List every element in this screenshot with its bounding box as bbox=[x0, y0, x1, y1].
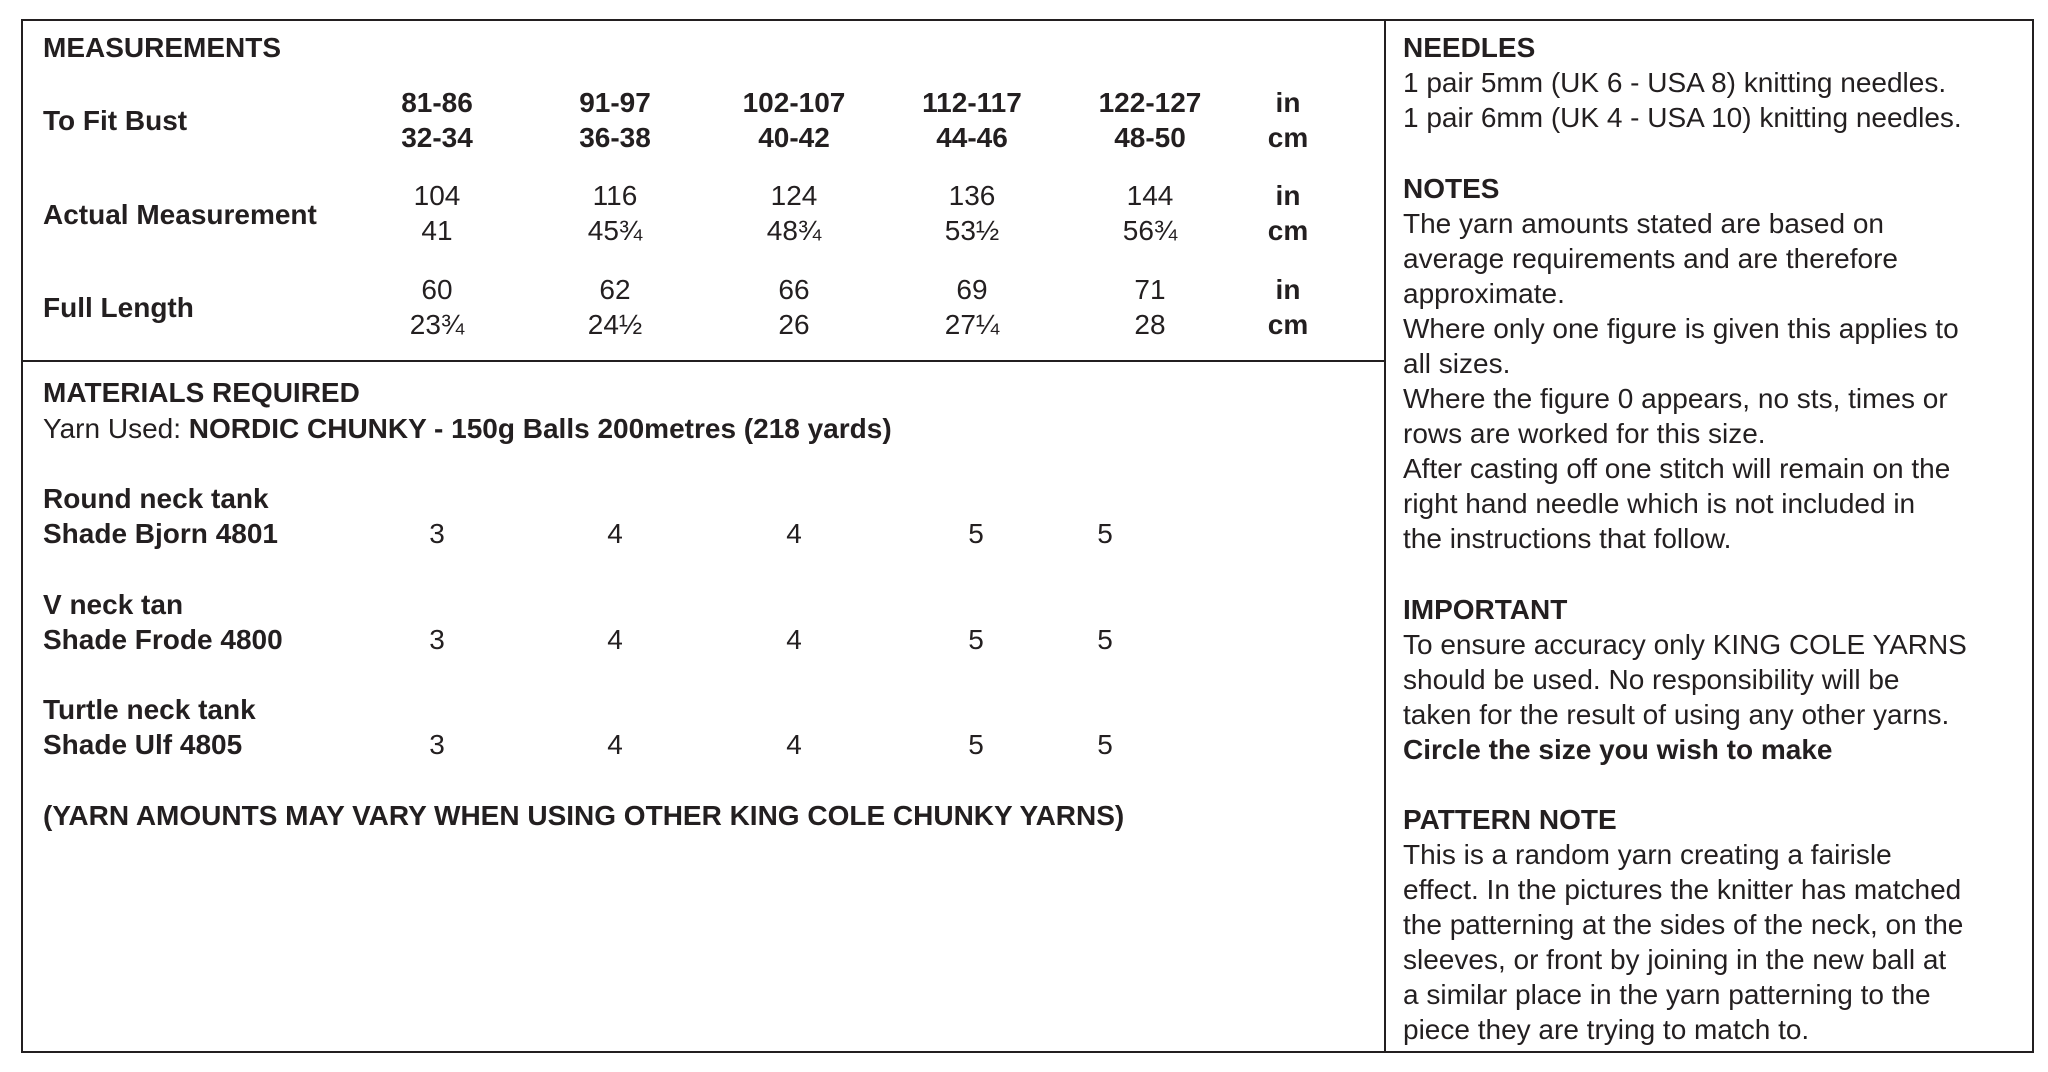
unit-label: cm bbox=[1267, 215, 1309, 246]
yarn-amount-note: (YARN AMOUNTS MAY VARY WHEN USING OTHER KING COLE CHUNKY YARNS) bbox=[43, 800, 1125, 831]
yarn-amount: 5 bbox=[1097, 729, 1113, 760]
full-length-value: 62 bbox=[599, 274, 631, 305]
pattern-note-line: This is a random yarn creating a fairisle bbox=[1403, 839, 1892, 870]
notes-line: the instructions that follow. bbox=[1403, 523, 1732, 554]
actual-measurement-value: 41 bbox=[421, 215, 453, 246]
important-emphasis: Circle the size you wish to make bbox=[1403, 734, 1833, 765]
yarn-name: NORDIC CHUNKY - 150g Balls 200metres (218 yards) bbox=[188, 413, 892, 444]
full-length-value: 23¾ bbox=[409, 309, 465, 340]
pattern-note-heading: PATTERN NOTE bbox=[1403, 804, 1617, 835]
pattern-note-line: a similar place in the yarn patterning to the bbox=[1403, 979, 1931, 1010]
actual-measurement-value: 124 bbox=[770, 180, 818, 211]
needles-heading: NEEDLES bbox=[1403, 32, 1536, 63]
unit-label: cm bbox=[1267, 309, 1309, 340]
important-heading: IMPORTANT bbox=[1403, 594, 1568, 625]
yarn-amount: 5 bbox=[1097, 624, 1113, 655]
full-length-value: 66 bbox=[778, 274, 810, 305]
needles-line: 1 pair 6mm (UK 4 - USA 10) knitting needles. bbox=[1403, 102, 1962, 133]
pattern-note-line: effect. In the pictures the knitter has matched bbox=[1403, 874, 1962, 905]
item-name: Round neck tank bbox=[43, 483, 269, 514]
yarn-amount: 4 bbox=[607, 729, 623, 760]
section-divider bbox=[21, 360, 1386, 362]
item-name: Turtle neck tank bbox=[43, 694, 256, 725]
notes-line: all sizes. bbox=[1403, 348, 1511, 379]
important-line: should be used. No responsibility will be bbox=[1403, 664, 1900, 695]
notes-line: Where the figure 0 appears, no sts, times or bbox=[1403, 383, 1948, 414]
full-length-value: 26 bbox=[778, 309, 810, 340]
pattern-note-line: piece they are trying to match to. bbox=[1403, 1014, 1810, 1045]
yarn-amount: 5 bbox=[968, 518, 984, 549]
full-length-value: 27¼ bbox=[944, 309, 1000, 340]
actual-measurement-value: 53½ bbox=[944, 215, 1000, 246]
size-1-bust-range: 32-34 bbox=[401, 122, 473, 153]
yarn-amount: 4 bbox=[786, 624, 802, 655]
to-fit-bust-label: To Fit Bust bbox=[43, 105, 188, 136]
full-length-value: 24½ bbox=[587, 309, 643, 340]
item-shade: Shade Frode 4800 bbox=[43, 624, 283, 655]
notes-line: average requirements and are therefore bbox=[1403, 243, 1898, 274]
yarn-amount: 4 bbox=[786, 729, 802, 760]
size-5-bust-range: 122-127 bbox=[1098, 87, 1202, 118]
full-length-value: 60 bbox=[421, 274, 453, 305]
needles-line: 1 pair 5mm (UK 6 - USA 8) knitting needles. bbox=[1403, 67, 1947, 98]
notes-line: Where only one figure is given this applies to bbox=[1403, 313, 1959, 344]
notes-line: approximate. bbox=[1403, 278, 1565, 309]
pattern-note-line: sleeves, or front by joining in the new ball at bbox=[1403, 944, 1947, 975]
pattern-note-line: the patterning at the sides of the neck, on the bbox=[1403, 909, 1964, 940]
important-line: taken for the result of using any other yarns. bbox=[1403, 699, 1950, 730]
size-4-bust-range: 44-46 bbox=[936, 122, 1008, 153]
actual-measurement-value: 104 bbox=[413, 180, 461, 211]
actual-measurement-value: 56¾ bbox=[1122, 215, 1178, 246]
column-divider bbox=[1384, 19, 1386, 1053]
notes-line: right hand needle which is not included in bbox=[1403, 488, 1916, 519]
yarn-used-line bbox=[43, 411, 892, 446]
size-3-bust-range: 102-107 bbox=[742, 87, 846, 118]
notes-line: The yarn amounts stated are based on bbox=[1403, 208, 1884, 239]
yarn-amount: 3 bbox=[429, 729, 445, 760]
size-2-bust-range: 36-38 bbox=[579, 122, 651, 153]
actual-measurement-value: 116 bbox=[592, 180, 638, 211]
size-5-bust-range: 48-50 bbox=[1114, 122, 1186, 153]
materials-heading: MATERIALS REQUIRED bbox=[43, 377, 360, 408]
yarn-amount: 4 bbox=[607, 624, 623, 655]
unit-label: in bbox=[1275, 274, 1301, 305]
item-name: V neck tan bbox=[43, 589, 184, 620]
actual-measurement-value: 45¾ bbox=[587, 215, 643, 246]
notes-line: After casting off one stitch will remain on the bbox=[1403, 453, 1951, 484]
size-2-bust-range: 91-97 bbox=[579, 87, 651, 118]
full-length-value: 71 bbox=[1134, 274, 1166, 305]
yarn-used-prefix: Yarn Used: bbox=[43, 413, 181, 444]
actual-measurement-value: 144 bbox=[1126, 180, 1174, 211]
full-length-value: 69 bbox=[956, 274, 988, 305]
actual-measurement-value: 48¾ bbox=[766, 215, 822, 246]
measurements-heading: MEASUREMENTS bbox=[43, 32, 282, 63]
size-1-bust-range: 81-86 bbox=[401, 87, 473, 118]
item-shade: Shade Bjorn 4801 bbox=[43, 518, 278, 549]
notes-line: rows are worked for this size. bbox=[1403, 418, 1766, 449]
yarn-amount: 5 bbox=[968, 729, 984, 760]
actual-measurement-label: Actual Measurement bbox=[43, 199, 317, 230]
item-shade: Shade Ulf 4805 bbox=[43, 729, 243, 760]
full-length-label: Full Length bbox=[43, 292, 194, 323]
notes-heading: NOTES bbox=[1403, 173, 1500, 204]
yarn-amount: 5 bbox=[968, 624, 984, 655]
important-line: To ensure accuracy only KING COLE YARNS bbox=[1403, 629, 1967, 660]
full-length-value: 28 bbox=[1134, 309, 1166, 340]
size-3-bust-range: 40-42 bbox=[758, 122, 830, 153]
yarn-amount: 3 bbox=[429, 624, 445, 655]
unit-label: in bbox=[1275, 87, 1301, 118]
yarn-amount: 4 bbox=[786, 518, 802, 549]
actual-measurement-value: 136 bbox=[948, 180, 996, 211]
unit-label: cm bbox=[1267, 122, 1309, 153]
unit-label: in bbox=[1275, 180, 1301, 211]
size-4-bust-range: 112-117 bbox=[922, 87, 1022, 118]
yarn-amount: 4 bbox=[607, 518, 623, 549]
yarn-amount: 3 bbox=[429, 518, 445, 549]
yarn-amount: 5 bbox=[1097, 518, 1113, 549]
